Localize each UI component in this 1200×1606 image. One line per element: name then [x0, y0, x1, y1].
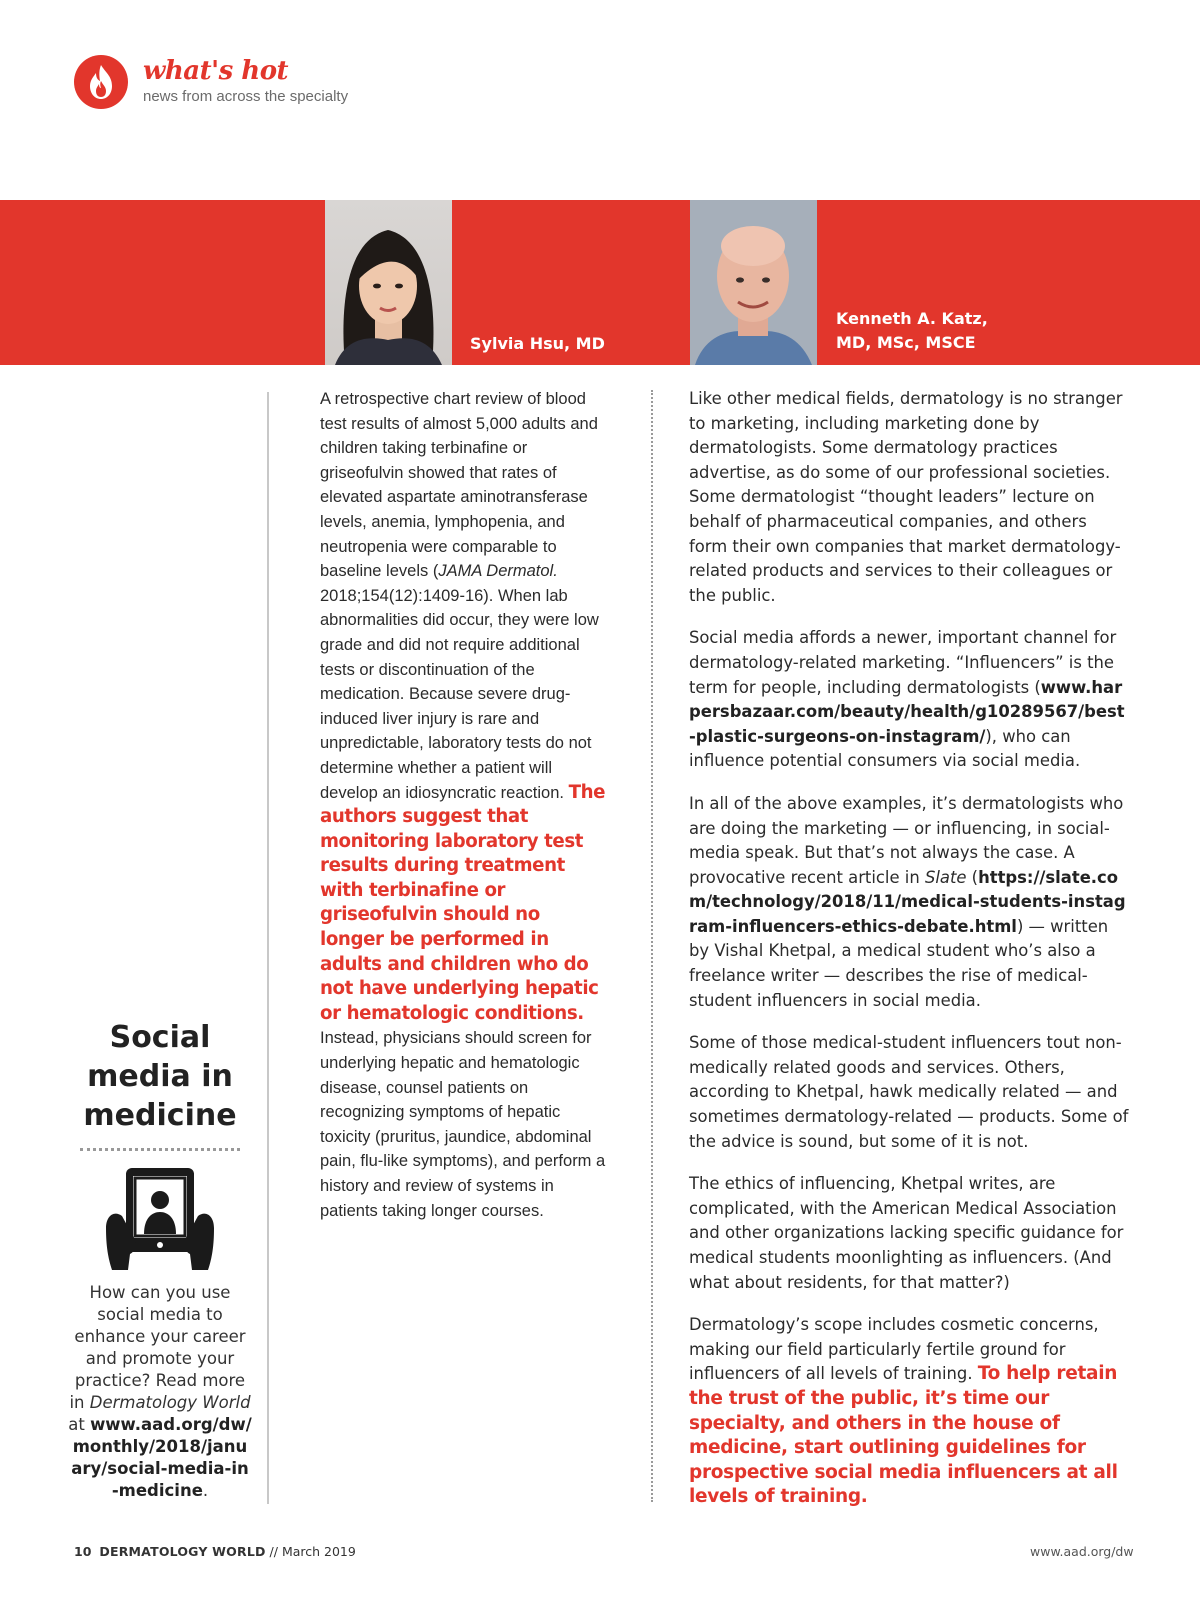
article-paragraph [689, 1313, 1129, 1510]
sidebar-promo-plain: How can you use social media to enhance your career and promote your practice? Read more in [69, 1283, 246, 1412]
sidebar-title-line: medicine [83, 1098, 237, 1133]
article-highlight: To help retain the trust of the public, it’s time our specialty, and others in the house of medicine, start outlining guidelines for prospective social media influencers at all levels of training. [689, 1363, 1118, 1508]
sidebar-promo-end: . [202, 1481, 209, 1500]
article-highlight: The authors suggest that monitoring laboratory test results during treatment with terbinafine or griseofulvin should no longer be performed in adults and children who do not have underlying hepatic or hematologic conditions. [320, 781, 606, 1024]
article-paragraph [689, 626, 1129, 774]
footer-folio [74, 1544, 356, 1559]
article-hsu [320, 387, 608, 1223]
section-subtitle: news from across the specialty [143, 88, 349, 105]
publication-name: Slate [924, 867, 967, 887]
magazine-name: DERMATOLOGY WORLD [99, 1544, 266, 1559]
section-title: what's hot [143, 56, 289, 86]
author-caption-katz-line1: Kenneth A. Katz, [836, 309, 988, 328]
sidebar-promo-magazine: Dermatology World [89, 1393, 251, 1412]
author-caption-katz [836, 307, 988, 355]
sidebar-title-line: media in [87, 1059, 233, 1094]
article-paragraph [689, 792, 1129, 1013]
article-text: In all of the above examples, it’s dermatologists who are doing the marketing — or influencing, in social-media speak. But that’s not always the case. A provocative recent article in [689, 793, 1124, 887]
article-text: ), who can influence potential consumers via social media. [689, 726, 1081, 771]
sidebar-promo-plain: at [68, 1415, 91, 1434]
article-text: Dermatology’s scope includes cosmetic concerns, making our field particularly fertile ground for influencers of all levels of training. [689, 1315, 1099, 1384]
article-link[interactable]: www.harpersbazaar.com/beauty/health/g10289567/best-plastic-surgeons-on-instagram/ [689, 677, 1125, 746]
article-paragraph: The ethics of influencing, Khetpal writes, are complicated, with the American Medical Association and other organizations lacking specific guidance for medical students moonlighting as influencers. (And what about residents, for that matter?) [689, 1174, 1124, 1292]
article-katz [689, 387, 1129, 1528]
author-caption-hsu: Sylvia Hsu, MD [470, 334, 605, 353]
flame-icon [74, 55, 128, 109]
author-photo-katz [690, 200, 817, 365]
issue-date: March 2019 [281, 1544, 356, 1559]
article-paragraph: Like other medical fields, dermatology is no stranger to marketing, including marketing done by dermatologists. Some dermatology practices advertise, as do some of our professional societies. Some dermatologist “thought leaders” lecture on behalf of pharmaceutical companies, and others form their own companies that market dermatology-related products and services to their colleagues or the public. [689, 389, 1123, 605]
author-photo-hsu [325, 200, 452, 365]
sidebar-title-line: Social [109, 1020, 211, 1055]
tablet-person-icon [104, 1166, 216, 1274]
footer-url[interactable]: www.aad.org/dw [1030, 1544, 1134, 1559]
sidebar-promo-link[interactable]: www.aad.org/dw/monthly/2018/january/social-media-in-medicine [71, 1415, 252, 1500]
article-link[interactable]: https://slate.com/technology/2018/11/medical-students-instagram-influencers-ethics-debate.html [689, 867, 1126, 936]
column-divider [651, 390, 653, 1502]
dotted-divider [80, 1148, 240, 1151]
journal-citation: JAMA Dermatol. [438, 562, 558, 581]
author-caption-katz-line2: MD, MSc, MSCE [836, 333, 976, 352]
page-number: 10 [74, 1544, 92, 1559]
sidebar-promo-text [68, 1282, 252, 1502]
sidebar-divider [267, 392, 269, 1504]
article-text: 2018;154(12):1409-16). When lab abnormalities did occur, they were low grade and did not require additional tests or discontinuation of the medication. Because severe drug-induced liver injury is rare and unpredictable, laboratory tests do not determine whether a patient will develop an idiosyncratic reaction. [320, 586, 599, 802]
footer-separator: // [265, 1544, 282, 1559]
article-text: A retrospective chart review of blood test results of almost 5,000 adults and children taking terbinafine or griseofulvin showed that rates of elevated aspartate aminotransferase levels, anemia, lymphopenia, and neutropenia were comparable to baseline levels ( [320, 390, 598, 581]
article-text: Social media affords a newer, important channel for dermatology-related marketing. “Influencers” is the term for people, including dermatologists ( [689, 628, 1117, 697]
article-text: Instead, physicians should screen for underlying hepatic and hematologic disease, counsel patients on recognizing symptoms of hepatic toxicity (pruritus, jaundice, abdominal pain, flu-like symptoms), and perform a history and review of systems in patients taking longer courses. [320, 1029, 606, 1220]
sidebar-title [70, 1018, 250, 1135]
article-paragraph: Some of those medical-student influencers tout non-medically related goods and services. Others, according to Khetpal, hawk medically related — and sometimes dermatology-related — products. Some of the advice is sound, but some of it is not. [689, 1033, 1129, 1151]
article-text: ) — written by Vishal Khetpal, a medical student who’s also a freelance writer — describes the rise of medical-student influencers in social media. [689, 916, 1109, 1010]
article-text: ( [966, 867, 979, 887]
